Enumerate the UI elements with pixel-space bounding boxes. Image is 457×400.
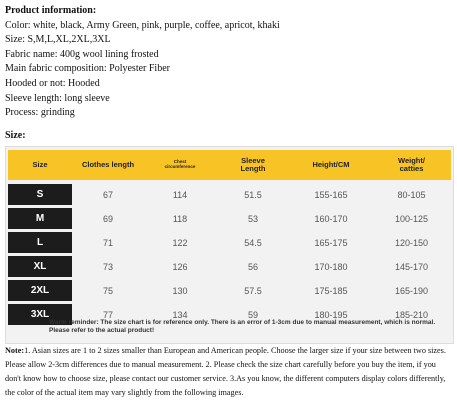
- weight-cell: 80-105: [397, 189, 426, 200]
- weight-cell: 185-210: [394, 309, 429, 320]
- clothes-length-cell: 75: [102, 285, 113, 296]
- size-cell: XL: [8, 256, 72, 277]
- product-info-title: Product information:: [5, 5, 97, 16]
- product-information: [5, 4, 280, 121]
- header-clothes-length: Clothes length: [81, 160, 135, 170]
- height-cell: 180-195: [314, 309, 348, 320]
- header-sleeve-length: Sleeve Length: [240, 156, 266, 173]
- hooded-line: Hooded or not: Hooded: [5, 77, 100, 89]
- header-size: Size: [32, 160, 48, 170]
- size-cell: L: [8, 232, 72, 253]
- height-cell: 155-165: [314, 189, 348, 200]
- color-line: Color: white, black, Army Green, pink, purple, coffee, apricot, khaki: [5, 19, 280, 31]
- header-weight: Weight/ catties: [398, 156, 425, 173]
- chest-cell: 118: [172, 213, 188, 224]
- chest-cell: 134: [172, 309, 188, 320]
- chest-cell: 130: [172, 285, 188, 296]
- clothes-length-cell: 69: [102, 213, 113, 224]
- height-cell: 170-180: [314, 261, 348, 272]
- size-chart-rows: [8, 184, 451, 328]
- weight-cell: 145-170: [394, 261, 429, 272]
- process-line: Process: grinding: [5, 107, 75, 119]
- sleeve-length-line: Sleeve length: long sleeve: [5, 92, 110, 104]
- height-cell: 160-170: [314, 213, 348, 224]
- size-cell: M: [8, 208, 72, 229]
- warm-reminder: Warm reminder: The size chart is for reference only. There is an error of 1-3cm due to manual measurement, which is normal. Please refer to the actual product!: [49, 319, 436, 334]
- sleeve-cell: 54.5: [244, 237, 262, 248]
- sleeve-cell: 53: [247, 213, 258, 224]
- sleeve-cell: 56: [247, 261, 258, 272]
- clothes-length-cell: 73: [102, 261, 113, 272]
- clothes-length-cell: 67: [102, 189, 113, 200]
- table-row: [8, 184, 451, 205]
- table-row: [8, 232, 451, 253]
- sleeve-cell: 59: [247, 309, 258, 320]
- weight-cell: 100-125: [394, 213, 429, 224]
- header-chest: Chest circumference: [164, 159, 196, 169]
- chest-cell: 126: [172, 261, 188, 272]
- weight-cell: 120-150: [394, 237, 429, 248]
- note-paragraph: [5, 344, 453, 400]
- clothes-length-cell: 77: [102, 309, 113, 320]
- fabric-name-line: Fabric name: 400g wool lining frosted: [5, 48, 159, 60]
- chest-cell: 114: [172, 189, 188, 200]
- size-chart: [5, 146, 454, 344]
- height-cell: 165-175: [314, 237, 348, 248]
- table-row: [8, 208, 451, 229]
- sleeve-cell: 51.5: [244, 189, 262, 200]
- note-label: Note:: [5, 346, 25, 355]
- clothes-length-cell: 71: [102, 237, 113, 248]
- table-row: [8, 280, 451, 301]
- size-cell: S: [8, 184, 72, 205]
- size-chart-header: [8, 150, 451, 180]
- size-cell: 2XL: [8, 280, 72, 301]
- weight-cell: 165-190: [394, 285, 429, 296]
- note-text: 1. Asian sizes are 1 to 2 sizes smaller than European and American people. Choose the larger size if your size between two sizes. Please allow 2-3cm differences due to manual measurement. 2. Please check the size chart carefully before you buy the item, if you don't know how to choose size, please contact our customer service. 3.As you know, the different computers display colors differently, the color of the actual item may vary slightly from the following images.: [5, 346, 446, 397]
- table-row: [8, 256, 451, 277]
- sleeve-cell: 57.5: [244, 285, 262, 296]
- chest-cell: 122: [172, 237, 188, 248]
- size-line: Size: S,M,L,XL,2XL,3XL: [5, 34, 111, 46]
- header-height: Height/CM: [312, 160, 350, 170]
- height-cell: 175-185: [314, 285, 348, 296]
- size-cell: 3XL: [8, 304, 72, 325]
- size-heading: Size:: [5, 130, 26, 141]
- fabric-composition-line: Main fabric composition: Polyester Fiber: [5, 63, 170, 75]
